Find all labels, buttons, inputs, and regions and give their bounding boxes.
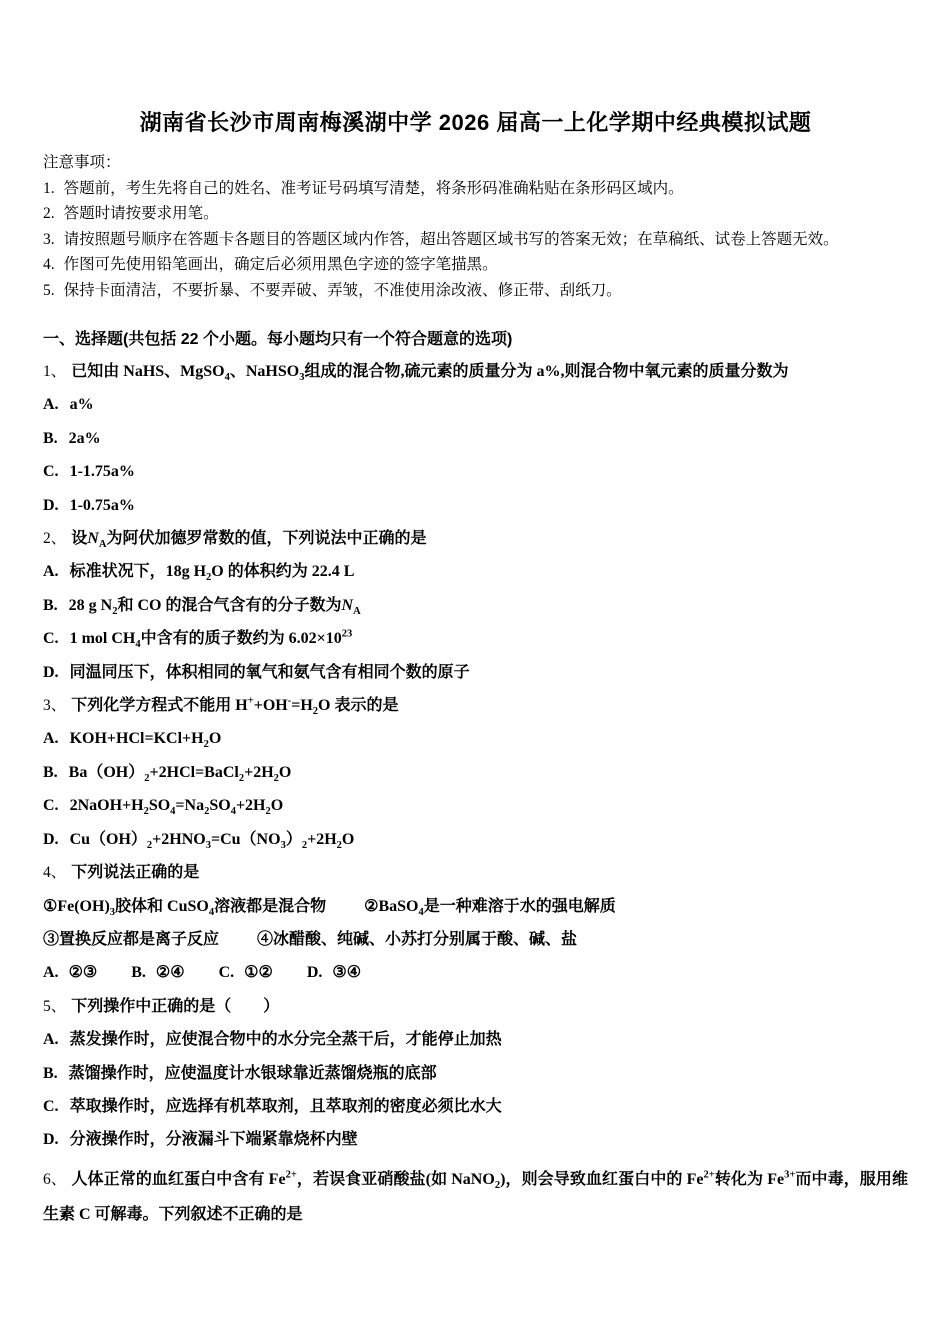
question-stem: [43, 990, 908, 1023]
option-text: ②③: [68, 964, 98, 982]
notice-item-text: 作图可先使用铅笔画出，确定后必须用黑色字迹的签字笔描黑。: [63, 256, 498, 273]
notice-item-text: 请按照题号顺序在答题卡各题目的答题区域内作答，超出答题区域书写的答案无效；在草稿纸、试卷上答题无效。: [63, 230, 839, 248]
option-label: B.: [43, 596, 58, 614]
option-b: [131, 964, 184, 981]
option-text: 萃取操作时，应选择有机萃取剂，且萃取剂的密度必须比水大: [69, 1097, 502, 1115]
option-label: A.: [43, 563, 59, 581]
question-stem: [43, 1162, 908, 1232]
question-number: 4、: [43, 864, 67, 882]
question-number: 2、: [43, 530, 67, 548]
notice-item: [43, 201, 908, 227]
notice-item-number: 5.: [43, 281, 55, 299]
option-label: C.: [43, 797, 59, 815]
option-text: 蒸馏操作时，应使温度计水银球靠近蒸馏烧瓶的底部: [68, 1064, 437, 1082]
question-stem-text: 设$N_A$为阿伏加德罗常数的值，下列说法中正确的是: [71, 530, 427, 551]
option-a: [43, 1023, 908, 1056]
option-a: [43, 964, 97, 981]
question-3: [43, 689, 908, 856]
option-label: C.: [43, 630, 59, 648]
question-6: [43, 1162, 908, 1232]
option-label: C.: [43, 463, 59, 481]
question-4: [43, 856, 908, 990]
option-b: [43, 1057, 908, 1090]
question-number: 5、: [43, 997, 67, 1015]
option-text: 1 mol $CH_4$中含有的质子数约为 $6.02\times 10^{23}$: [69, 628, 353, 651]
question-stem: [43, 355, 908, 388]
section-heading: 一、选择题(共包括 22 个小题。每小题均只有一个符合题意的选项): [43, 331, 513, 348]
option-text: 标准状况下，18g $H_2O$ 的体积约为 22.4 L: [69, 563, 355, 584]
notice-item: [43, 252, 908, 278]
option-label: B.: [43, 429, 58, 447]
option-d: [43, 656, 908, 689]
option-label: A.: [43, 964, 59, 982]
option-label: B.: [43, 1064, 58, 1082]
option-label: D.: [43, 1131, 59, 1149]
options-row: [43, 956, 908, 989]
option-text: $KOH+HCl=KCl+H_2O$: [69, 730, 222, 751]
option-b: [43, 589, 908, 622]
statement-line: [43, 890, 908, 923]
option-text: ①②: [244, 964, 273, 982]
notice-item: [43, 227, 908, 253]
option-c: [43, 789, 908, 822]
option-text: ②④: [155, 964, 185, 982]
question-number: 3、: [43, 697, 67, 715]
notice-item-number: 1.: [43, 179, 55, 197]
notice-heading: 注意事项：: [43, 154, 121, 171]
option-label: A.: [43, 730, 59, 748]
notice-item-number: 3.: [43, 230, 55, 248]
option-text: 同温同压下，体积相同的氧气和氨气含有相同个数的原子: [69, 663, 470, 681]
question-number: 6、: [43, 1170, 67, 1188]
option-a: [43, 555, 908, 588]
option-text: a%: [69, 396, 94, 414]
notice-section: [43, 150, 908, 303]
option-d: [307, 964, 361, 981]
question-stem: [43, 689, 908, 722]
notice-item-text: 保持卡面清洁，不要折暴、不要弄破、弄皱，不准使用涂改液、修正带、刮纸刀。: [63, 281, 622, 299]
statement-1: $①Fe(OH)_3$胶体和 CuSO$_4$溶液都是混合物: [43, 897, 327, 918]
option-text: 28 g $N_2$和 CO 的混合气含有的分子数为$N_A$: [68, 596, 361, 618]
statement-3: ③置换反应都是离子反应: [43, 930, 220, 948]
statement-2: ②BaSO$_4$是一种难溶于水的强电解质: [364, 897, 616, 918]
option-label: B.: [43, 763, 58, 781]
option-text: 1-0.75a%: [69, 496, 135, 514]
option-label: D.: [43, 496, 59, 514]
option-text: 蒸发操作时，应使混合物中的水分完全蒸干后，才能停止加热: [69, 1031, 502, 1049]
option-a: [43, 722, 908, 755]
question-1: [43, 355, 908, 522]
question-stem-text: 下列操作中正确的是（ ）: [71, 997, 280, 1015]
notice-item-text: 答题前，考生先将自己的姓名、准考证号码填写清楚，将条形码准确粘贴在条形码区域内。: [63, 179, 684, 197]
option-d: [43, 1123, 908, 1156]
option-label: D.: [306, 964, 323, 982]
option-text: $2NaOH+H_2SO_4=Na_2SO_4+2H_2O$: [69, 797, 284, 818]
option-text: 1-1.75a%: [69, 463, 135, 481]
option-text: 分液操作时，分液漏斗下端紧靠烧杯内壁: [69, 1131, 358, 1149]
option-c: [219, 964, 273, 981]
question-stem-text: 已知由 NaHS、MgSO$_4$、NaHSO$_3$组成的混合物,硫元素的质量分为 a%,则混合物中氧元素的质量分数为: [71, 363, 789, 384]
option-text: $Cu(OH)_2+2HNO_3=Cu(NO_3)_2+2H_2O$: [69, 830, 355, 851]
question-stem-text: 下列化学方程式不能用 $H^++OH^-=H_2O$ 表示的是: [71, 695, 399, 718]
option-label: C.: [218, 964, 235, 982]
option-c: [43, 1090, 908, 1123]
notice-item: [43, 278, 908, 304]
question-5: [43, 990, 908, 1157]
option-label: D.: [43, 830, 59, 848]
question-2: [43, 522, 908, 689]
option-d: [43, 489, 908, 522]
option-label: C.: [43, 1097, 59, 1115]
option-text: 2a%: [68, 429, 101, 447]
notice-item-number: 2.: [43, 205, 55, 222]
option-c: [43, 622, 908, 655]
option-b: [43, 756, 908, 789]
option-text: $Ba(OH)_2+2HCl=BaCl_2+2H_2O$: [68, 763, 292, 785]
exam-title: 湖南省长沙市周南梅溪湖中学 2026 届高一上化学期中经典模拟试题: [139, 110, 812, 135]
option-label: A.: [43, 396, 59, 414]
option-c: [43, 455, 908, 488]
option-d: [43, 823, 908, 856]
option-label: D.: [43, 663, 59, 681]
statement-4: ④冰醋酸、纯碱、小苏打分别属于酸、碱、盐: [257, 930, 578, 948]
question-stem: [43, 522, 908, 555]
question-stem-text: 人体正常的血红蛋白中含有 $Fe^{2+}$，若误食亚硝酸盐(如 NaNO$_2$)，则会导致血红蛋白中的 $Fe^{2+}$转化为 $Fe^{3+}$而中毒，服用维生素 C 可解毒。下列叙述不正确的是: [43, 1169, 908, 1223]
option-a: [43, 388, 908, 421]
notice-item-number: 4.: [43, 256, 55, 273]
statement-line: [43, 923, 908, 956]
notice-item: [43, 176, 908, 202]
option-label: A.: [43, 1031, 59, 1049]
notice-item-text: 答题时请按要求用笔。: [63, 205, 219, 222]
question-stem: [43, 856, 908, 889]
question-number: 1、: [43, 363, 67, 380]
option-text: ③④: [332, 964, 362, 982]
option-label: B.: [131, 964, 146, 982]
question-stem-text: 下列说法正确的是: [71, 864, 200, 882]
option-b: [43, 422, 908, 455]
